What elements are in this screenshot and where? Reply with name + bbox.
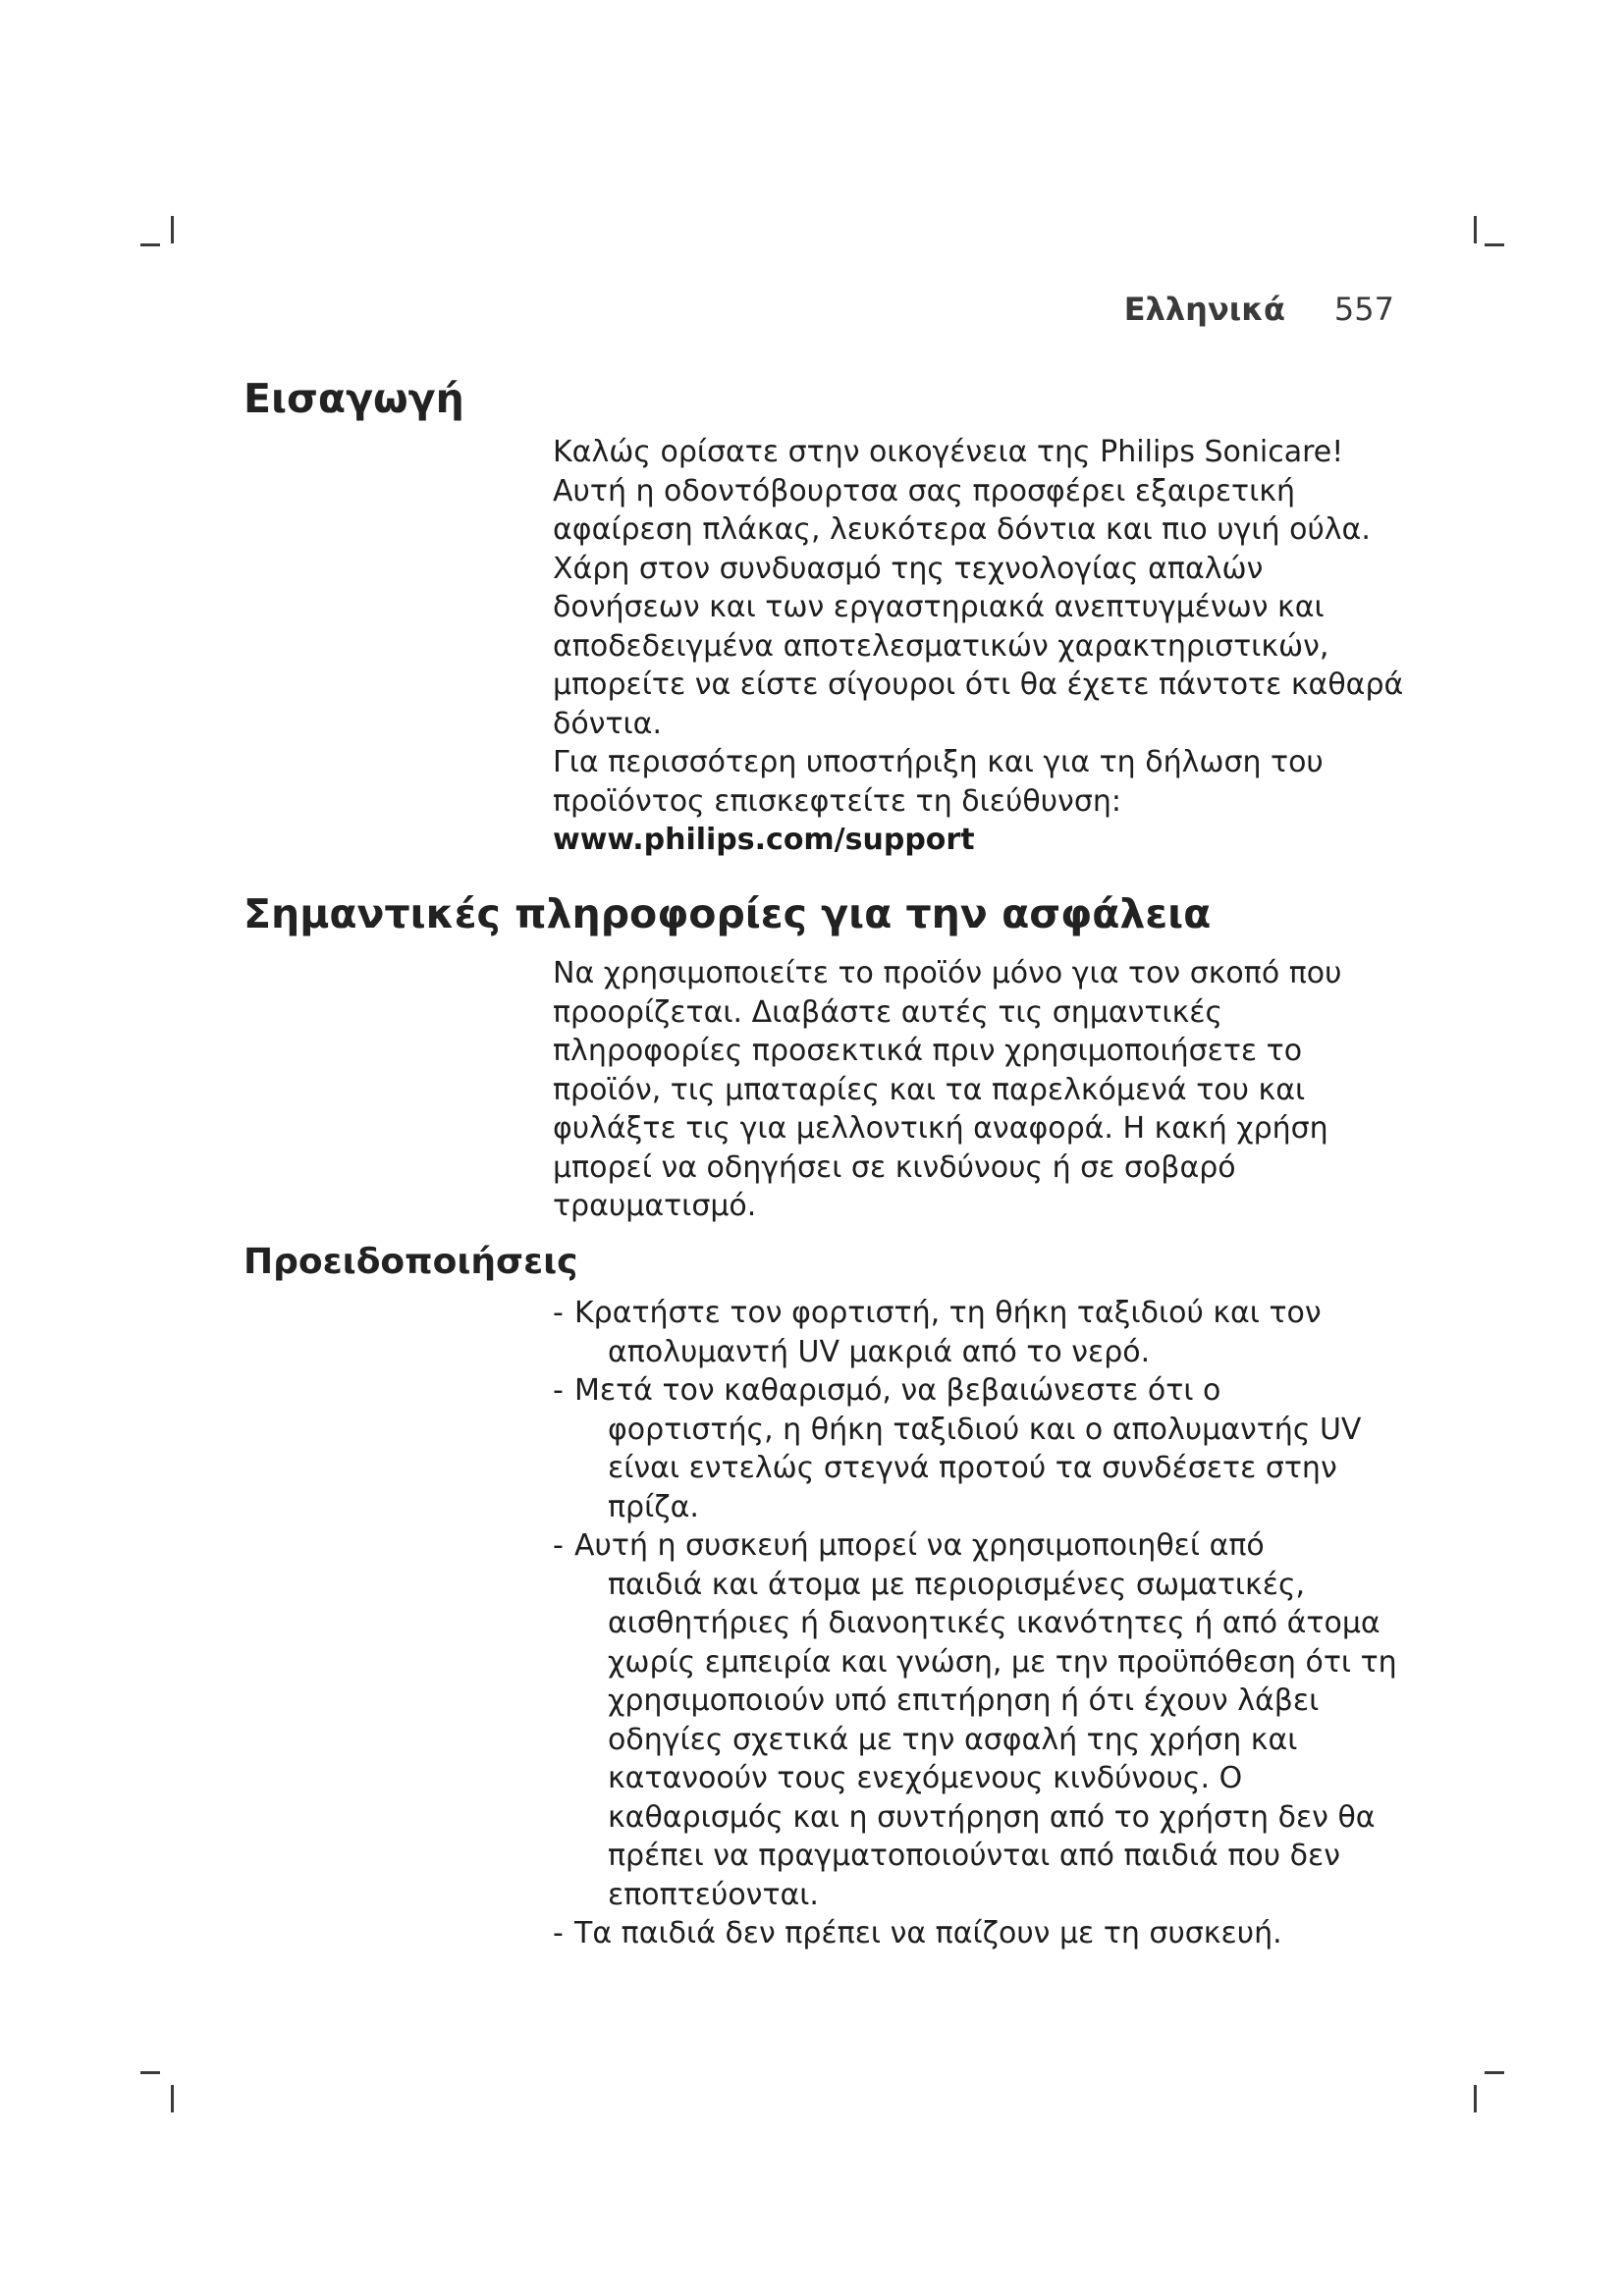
safety-body [553, 954, 1397, 1226]
paragraph-line: πληροφορίες προσεκτικά πριν χρησιμοποιήσετε το [553, 1034, 1303, 1068]
warning-line: κατανοούν τους ενεχόμενους κινδύνους. Ο [608, 1761, 1243, 1795]
warning-item [553, 1371, 1397, 1526]
crop-mark-bottom-left-v [171, 2085, 174, 2112]
warning-item [553, 1526, 1397, 1914]
warning-line: απολυμαντή UV μακριά από το νερό. [608, 1334, 1151, 1369]
warning-line: οδηγίες σχετικά με την ασφαλή της χρήση και [608, 1722, 1298, 1757]
paragraph-line: δονήσεων και των εργαστηριακά ανεπτυγμένων και [553, 590, 1325, 624]
introduction-title: Εισαγωγή [244, 375, 464, 422]
page-number: 557 [1333, 291, 1394, 328]
bullet-dash: - [553, 1528, 564, 1563]
crop-mark-top-right-v [1474, 216, 1477, 243]
bullet-dash: - [553, 1916, 564, 1950]
paragraph-line: δόντια. [553, 706, 662, 741]
paragraph-line: αποδεδειγμένα αποτελεσματικών χαρακτηριστικών, [553, 628, 1329, 664]
warning-item [553, 1914, 1397, 1953]
safety-title: Σημαντικές πληροφορίες για την ασφάλεια [244, 890, 1212, 937]
bullet-dash: - [553, 1296, 564, 1330]
paragraph-line: Για περισσότερη υποστήριξη και για τη δήλωση του [553, 745, 1324, 779]
paragraph-line: μπορείτε να είστε σίγουροι ότι θα έχετε πάντοτε καθαρά [553, 667, 1404, 702]
paragraph-line: τραυματισμό. [553, 1189, 757, 1223]
crop-mark-bottom-right-v [1474, 2085, 1477, 2112]
warning-item [553, 1294, 1397, 1371]
support-url: www.philips.com/support [553, 823, 975, 857]
warning-line: Τα παιδιά δεν πρέπει να παίζουν με τη συσκευή. [574, 1916, 1282, 1950]
paragraph-line: προϊόν, τις μπαταρίες και τα παρελκόμενά του και [553, 1072, 1306, 1107]
warning-line: χρησιμοποιούν υπό επιτήρηση ή ότι έχουν λάβει [608, 1683, 1320, 1718]
warning-line: παιδιά και άτομα με περιορισμένες σωματικές, [608, 1567, 1306, 1602]
paragraph-line: Χάρη στον συνδυασμό της τεχνολογίας απαλών [553, 551, 1264, 586]
crop-mark-top-right-h [1485, 243, 1504, 246]
warning-line: Κρατήστε τον φορτιστή, τη θήκη ταξιδιού και τον [574, 1296, 1322, 1330]
warning-line: καθαρισμός και η συντήρηση από το χρήστη δεν θα [608, 1799, 1376, 1835]
running-header [1123, 291, 1394, 328]
warning-line: εποπτεύονται. [608, 1877, 819, 1912]
warning-line: αισθητήριες ή διανοητικές ικανότητες ή από άτομα [608, 1606, 1380, 1640]
warning-line: Αυτή η συσκευή μπορεί να χρησιμοποιηθεί από [574, 1528, 1265, 1563]
warning-line: είναι εντελώς στεγνά προτού τα συνδέσετε στην [608, 1451, 1337, 1485]
crop-mark-bottom-left-h [140, 2071, 160, 2074]
paragraph-line: αφαίρεση πλάκας, λευκότερα δόντια και πιο υγιή ούλα. [553, 512, 1371, 547]
paragraph-line: φυλάξτε τις για μελλοντική αναφορά. Η κακή χρήση [553, 1111, 1328, 1146]
crop-mark-bottom-right-h [1485, 2071, 1504, 2074]
crop-mark-top-left-h [140, 243, 160, 246]
warning-line: φορτιστής, η θήκη ταξιδιού και ο απολυμαντής UV [608, 1412, 1362, 1447]
paragraph-line: Καλώς ορίσατε στην οικογένεια της Philips Sonicare! [553, 435, 1344, 469]
crop-mark-top-left-v [171, 216, 174, 243]
warning-line: χωρίς εμπειρία και γνώση, με την προϋπόθεση ότι τη [608, 1644, 1397, 1680]
paragraph-line: προϊόντος επισκεφτείτε τη διεύθυνση: [553, 783, 1121, 819]
introduction-body [553, 433, 1404, 860]
warnings-title: Προειδοποιήσεις [244, 1242, 578, 1282]
warning-line: Μετά τον καθαρισμό, να βεβαιώνεστε ότι ο [574, 1373, 1221, 1408]
paragraph-line: Αυτή η οδοντόβουρτσα σας προσφέρει εξαιρετική [553, 473, 1295, 508]
paragraph-line: Να χρησιμοποιείτε το προϊόν μόνο για τον σκοπό που [553, 956, 1342, 990]
paragraph-line: μπορεί να οδηγήσει σε κινδύνους ή σε σοβαρό [553, 1149, 1236, 1185]
warning-line: πρίζα. [608, 1489, 699, 1524]
warnings-list [553, 1294, 1397, 1953]
language-label: Ελληνικά [1123, 291, 1285, 328]
paragraph-line: προορίζεται. Διαβάστε αυτές τις σημαντικές [553, 994, 1223, 1030]
bullet-dash: - [553, 1373, 564, 1408]
warning-line: πρέπει να πραγματοποιούνται από παιδιά που δεν [608, 1839, 1341, 1873]
